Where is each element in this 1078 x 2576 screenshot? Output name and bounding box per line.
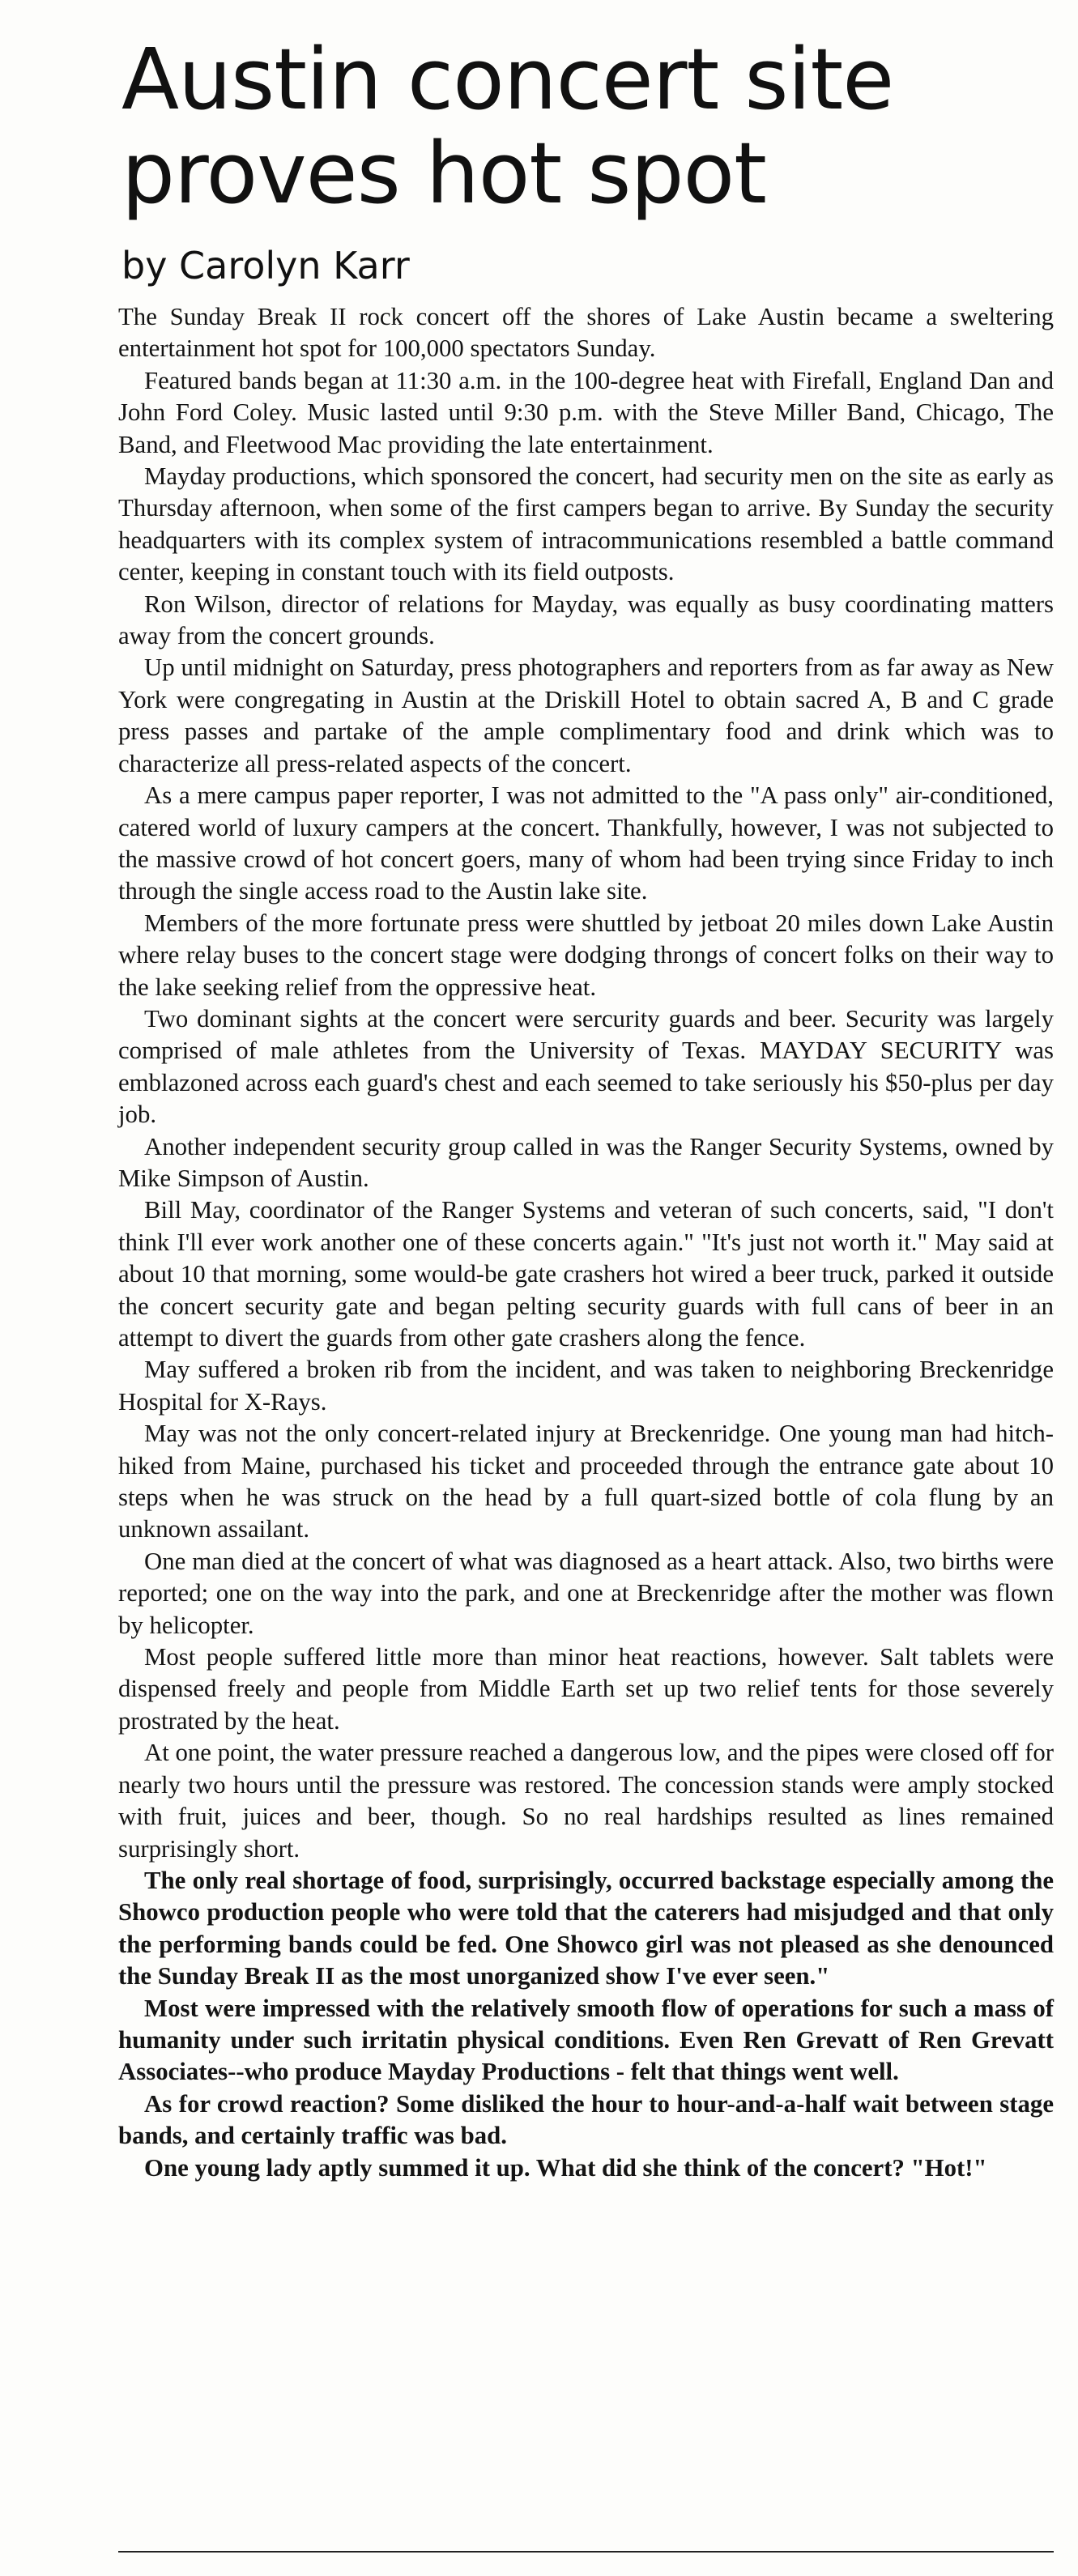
article-paragraph: The Sunday Break II rock concert off the shores of Lake Austin became a sweltering entertainment hot spot for 100,000 spectators Sunday. [118, 303, 1054, 363]
headline-line-2: proves hot spot [121, 124, 766, 223]
byline: by Carolyn Karr [121, 244, 410, 287]
headline [121, 30, 1029, 223]
article-paragraph: Mayday productions, which sponsored the concert, had security men on the site as early as Thursday afternoon, when some of the first campers began to arrive. By Sunday the security headquarters with its complex system of intracommunications resembled a battle command center, keeping in constant touch with its field outposts. [118, 462, 1054, 586]
article-paragraph: Up until midnight on Saturday, press photographers and reporters from as far away as New York were congregating in Austin at the Driskill Hotel to obtain sacred A, B and C grade press passes and partake of the ample complimentary food and drink which was to characterize all press-related aspects of the concert. [118, 654, 1054, 777]
article-paragraph: As for crowd reaction? Some disliked the hour to hour-and-a-half wait between stage bands, and certainly traffic was bad. [118, 2089, 1054, 2150]
bottom-rule [118, 2551, 1054, 2553]
article-paragraph: As a mere campus paper reporter, I was not admitted to the "A pass only" air-conditioned, catered world of luxury campers at the concert. Thankfully, however, I was not subjected to the massive crowd of hot concert goers, many of whom had been trying since Friday to inch through the single access road to the Austin lake site. [118, 781, 1054, 905]
article-paragraph: Ron Wilson, director of relations for Mayday, was equally as busy coordinating matters away from the concert grounds. [118, 590, 1054, 650]
article-paragraph: May was not the only concert-related injury at Breckenridge. One young man had hitch-hiked from Maine, purchased his ticket and proceeded through the entrance gate about 10 steps when he was struck on the head by a full quart-sized bottle of cola flung by an unknown assailant. [118, 1420, 1054, 1543]
article-paragraph: Most were impressed with the relatively smooth flow of operations for such a mass of humanity under such irritatin physical conditions. Even Ren Grevatt of Ren Grevatt Associates--who produce Mayday Productions - felt that things went well. [118, 1994, 1054, 2086]
article-paragraph: The only real shortage of food, surprisingly, occurred backstage especially among the Showco production people who were told that the caterers had misjudged and that only the performing bands could be fed. One Showco girl was not pleased as she denounced the Sunday Break II as the most unorganized show I've ever seen." [118, 1866, 1054, 1991]
article-paragraph: Another independent security group called in was the Ranger Security Systems, owned by Mike Simpson of Austin. [118, 1132, 1054, 1192]
headline-line-1: Austin concert site [121, 30, 894, 129]
article-paragraph: Members of the more fortunate press were shuttled by jetboat 20 miles down Lake Austin where relay buses to the concert stage were dodging throngs of concert folks on their way to the lake seeking relief from the oppressive heat. [118, 909, 1054, 1001]
article-paragraph: May suffered a broken rib from the incident, and was taken to neighboring Breckenridge Hospital for X-Rays. [118, 1356, 1054, 1416]
article-paragraph: Two dominant sights at the concert were sercurity guards and beer. Security was largely comprised of male athletes from the University of Texas. MAYDAY SECURITY was emblazoned across each guard's chest and each seemed to take seriously his $50-plus per day job. [118, 1004, 1054, 1129]
article-paragraph: One young lady aptly summed it up. What did she think of the concert? "Hot!" [144, 2153, 987, 2182]
article-paragraph: At one point, the water pressure reached a dangerous low, and the pipes were closed off for nearly two hours until the pressure was restored. The concession stands were amply stocked with fruit, juices and beer, though. So no real hardships resulted as lines remained surprisingly short. [118, 1739, 1054, 1863]
article-paragraph: Featured bands began at 11:30 a.m. in the 100-degree heat with Firefall, England Dan and John Ford Coley. Music lasted until 9:30 p.m. with the Steve Miller Band, Chicago, The Band, and Fleetwood Mac providing the late entertainment. [118, 366, 1054, 458]
article-paragraph: Bill May, coordinator of the Ranger Systems and veteran of such concerts, said, "I don't think I'll ever work another one of these concerts again." "It's just not worth it." May said at about 10 that morning, some would-be gate crashers hot wired a beer truck, parked it outside the concert security gate and began pelting security guards with full cans of beer in an attempt to divert the guards from other gate crashers along the fence. [118, 1196, 1054, 1352]
article-paragraph: One man died at the concert of what was diagnosed as a heart attack. Also, two births were reported; one on the way into the park, and one at Breckenridge after the mother was flown by helicopter. [118, 1547, 1054, 1639]
article-body [118, 301, 1054, 2184]
article-paragraph: Most people suffered little more than minor heat reactions, however. Salt tablets were dispensed freely and people from Middle Earth set up two relief tents for those severely prostrated by the heat. [118, 1643, 1054, 1735]
